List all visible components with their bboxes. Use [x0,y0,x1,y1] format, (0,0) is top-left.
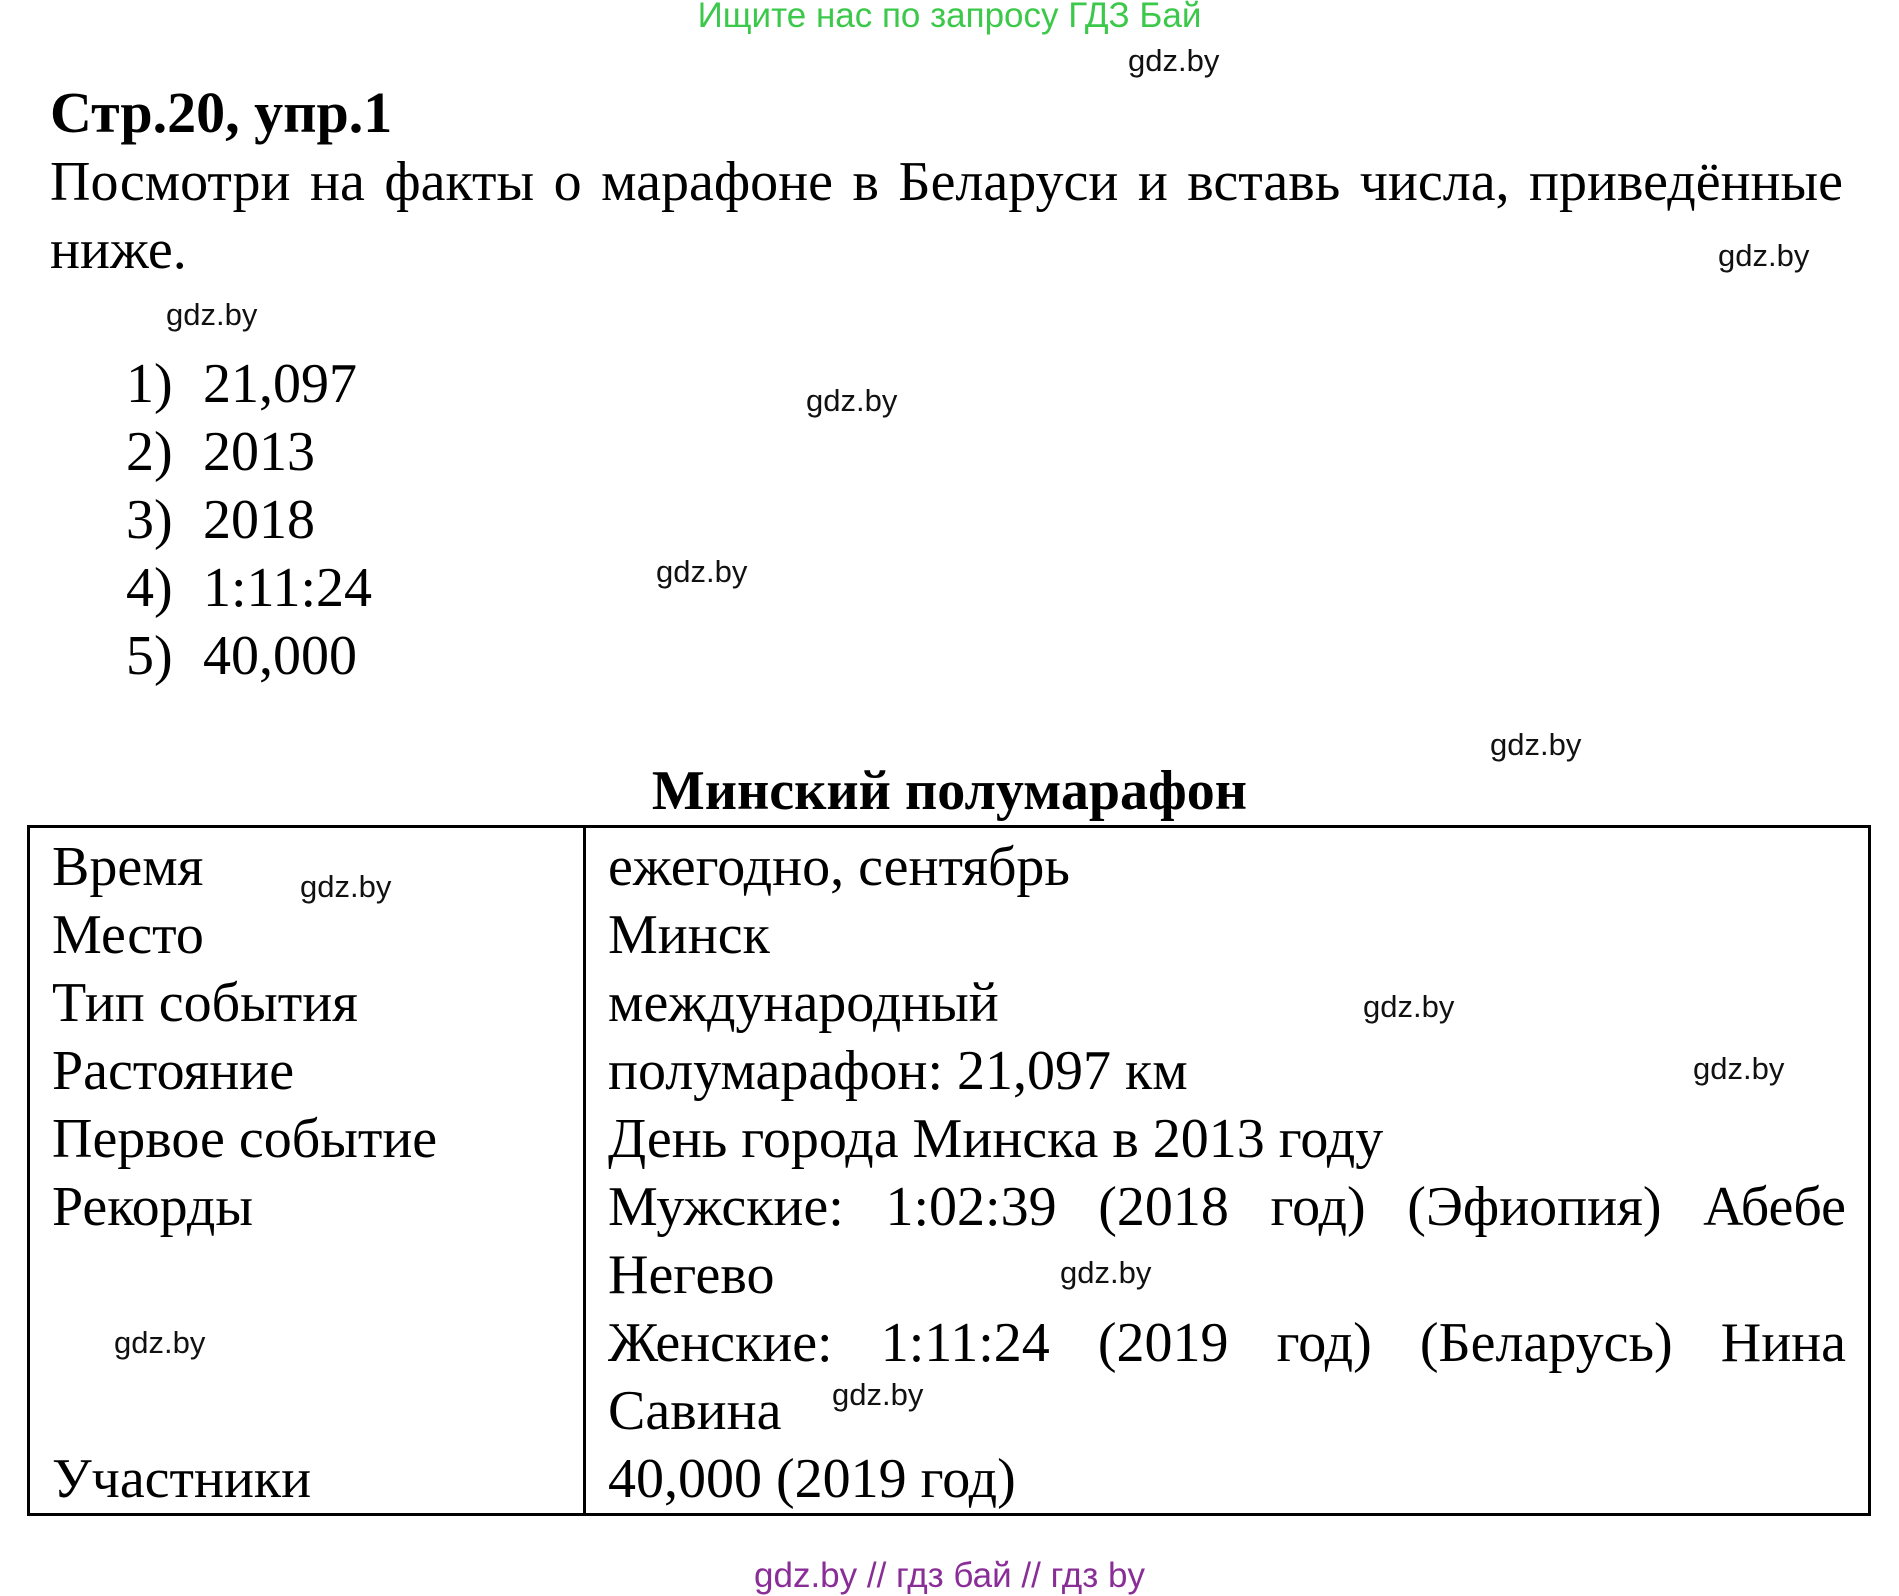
row-label: Участники [52,1448,312,1510]
watermark: gdz.by [1718,238,1810,273]
record-men: Мужские: 1:02:39 (2018 год) (Эфиопия) Абебе Негево [608,1176,1846,1306]
row-label: Время [52,836,204,898]
exercise-heading: Стр.20, упр.1 [50,80,393,145]
spacer [52,1377,583,1445]
watermark: gdz.by [166,297,258,332]
watermark: gdz.by [1060,1255,1152,1290]
row-value: ежегодно, сентябрь [608,836,1070,898]
answer-value: 1:11:24 [203,557,373,619]
watermark: gdz.by [1128,43,1220,78]
answer-item [126,418,372,486]
answer-item [126,554,372,622]
answer-number: 4) [126,557,173,619]
answer-number: 5) [126,625,173,687]
labels-column [29,827,585,1515]
answer-value: 2013 [203,421,315,483]
answer-item [126,486,372,554]
instruction-text: Посмотри на факты о марафоне в Беларуси и вставь числа, приведённые ниже. [50,151,1843,281]
watermark: gdz.by [1363,989,1455,1024]
answer-item [126,350,372,418]
row-label: Первое событие [52,1108,438,1170]
answer-number: 1) [126,353,173,415]
watermark: gdz.by [1693,1051,1785,1086]
footer-links: gdz.by // гдз бай // гдз by [754,1556,1145,1595]
spacer [52,1241,583,1377]
record-women: Женские: 1:11:24 (2019 год) (Беларусь) Нина Савина [608,1312,1846,1442]
row-value: международный [608,972,999,1034]
watermark: gdz.by [806,383,898,418]
table-row [29,827,1870,1515]
watermark: gdz.by [300,869,392,904]
row-value: Минск [608,904,770,966]
watermark: gdz.by [1490,727,1582,762]
row-value: 40,000 (2019 год) [608,1448,1016,1510]
watermark: gdz.by [656,554,748,589]
answer-number: 3) [126,489,173,551]
row-label: Рекорды [52,1176,254,1238]
answer-list [126,350,372,690]
row-label: Тип события [52,972,358,1034]
watermark: gdz.by [114,1325,206,1360]
table-title: Минский полумарафон [651,760,1248,822]
top-banner: Ищите нас по запросу ГДЗ Бай [697,0,1202,35]
row-value: полумарафон: 21,097 км [608,1040,1188,1102]
answer-item [126,622,372,690]
answer-value: 21,097 [203,353,357,415]
watermark: gdz.by [832,1377,924,1412]
facts-table [27,825,1871,1516]
row-label: Место [52,904,204,966]
row-value: День города Минска в 2013 году [608,1108,1384,1170]
answer-value: 2018 [203,489,315,551]
values-column [585,827,1870,1515]
answer-number: 2) [126,421,173,483]
answer-value: 40,000 [203,625,357,687]
row-label: Растояние [52,1040,295,1102]
